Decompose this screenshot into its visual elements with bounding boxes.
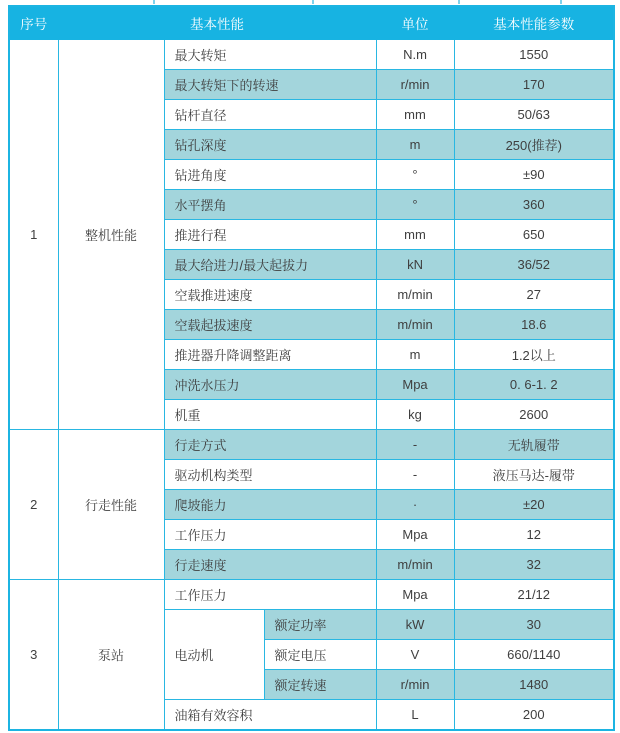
item-cell: 驱动机构类型 <box>164 460 376 490</box>
value-cell: 0. 6-1. 2 <box>454 370 614 400</box>
remnant-tick <box>560 0 562 4</box>
value-cell: 50/63 <box>454 100 614 130</box>
section-serial: 1 <box>9 40 58 430</box>
item-cell: 推进器升降调整距离 <box>164 340 376 370</box>
unit-cell: ° <box>376 190 454 220</box>
remnant-tick <box>458 0 460 4</box>
table-row <box>9 580 614 610</box>
unit-cell: mm <box>376 100 454 130</box>
header-param: 基本性能参数 <box>454 6 614 40</box>
unit-cell: r/min <box>376 70 454 100</box>
unit-cell: mm <box>376 220 454 250</box>
item-cell: 爬坡能力 <box>164 490 376 520</box>
section-serial: 2 <box>9 430 58 580</box>
value-cell: 30 <box>454 610 614 640</box>
item-cell: 最大转矩 <box>164 40 376 70</box>
unit-cell: m/min <box>376 310 454 340</box>
unit-cell: kN <box>376 250 454 280</box>
unit-cell: Mpa <box>376 370 454 400</box>
table-row <box>9 40 614 70</box>
value-cell: 液压马达-履带 <box>454 460 614 490</box>
unit-cell: Mpa <box>376 580 454 610</box>
item-cell: 油箱有效容积 <box>164 700 376 731</box>
value-cell: 36/52 <box>454 250 614 280</box>
spec-table <box>8 5 615 731</box>
item-cell: 工作压力 <box>164 580 376 610</box>
value-cell: 1480 <box>454 670 614 700</box>
section-category: 整机性能 <box>58 40 164 430</box>
item-cell: 最大转矩下的转速 <box>164 70 376 100</box>
unit-cell: kg <box>376 400 454 430</box>
item-cell: 推进行程 <box>164 220 376 250</box>
value-cell: 170 <box>454 70 614 100</box>
value-cell: 250(推荐) <box>454 130 614 160</box>
unit-cell: - <box>376 430 454 460</box>
value-cell: 200 <box>454 700 614 731</box>
remnant-tick <box>312 0 314 4</box>
unit-cell: V <box>376 640 454 670</box>
item-cell: 机重 <box>164 400 376 430</box>
value-cell: 27 <box>454 280 614 310</box>
item-cell: 冲洗水压力 <box>164 370 376 400</box>
header-row <box>9 6 614 40</box>
section-serial: 3 <box>9 580 58 731</box>
remnant-tick <box>153 0 155 4</box>
item-cell: 空载推进速度 <box>164 280 376 310</box>
unit-cell: L <box>376 700 454 731</box>
value-cell: 660/1140 <box>454 640 614 670</box>
unit-cell: Mpa <box>376 520 454 550</box>
section-category: 泵站 <box>58 580 164 731</box>
unit-cell: m <box>376 340 454 370</box>
value-cell: 1550 <box>454 40 614 70</box>
group-cell: 电动机 <box>164 610 264 700</box>
value-cell: 12 <box>454 520 614 550</box>
unit-cell: ° <box>376 160 454 190</box>
item-cell: 额定转速 <box>264 670 376 700</box>
value-cell: ±90 <box>454 160 614 190</box>
item-cell: 水平摆角 <box>164 190 376 220</box>
item-cell: 工作压力 <box>164 520 376 550</box>
header-unit: 单位 <box>376 6 454 40</box>
value-cell: 1.2以上 <box>454 340 614 370</box>
unit-cell: m/min <box>376 280 454 310</box>
item-cell: 钻杆直径 <box>164 100 376 130</box>
item-cell: 钻孔深度 <box>164 130 376 160</box>
value-cell: 2600 <box>454 400 614 430</box>
value-cell: 360 <box>454 190 614 220</box>
item-cell: 空载起拔速度 <box>164 310 376 340</box>
section-category: 行走性能 <box>58 430 164 580</box>
value-cell: 650 <box>454 220 614 250</box>
unit-cell: m/min <box>376 550 454 580</box>
item-cell: 钻进角度 <box>164 160 376 190</box>
header-serial: 序号 <box>9 6 58 40</box>
value-cell: 无轨履带 <box>454 430 614 460</box>
item-cell: 最大给进力/最大起拔力 <box>164 250 376 280</box>
value-cell: 32 <box>454 550 614 580</box>
value-cell: 21/12 <box>454 580 614 610</box>
value-cell: ±20 <box>454 490 614 520</box>
unit-cell: m <box>376 130 454 160</box>
unit-cell: · <box>376 490 454 520</box>
unit-cell: - <box>376 460 454 490</box>
item-cell: 行走方式 <box>164 430 376 460</box>
item-cell: 行走速度 <box>164 550 376 580</box>
table-row <box>9 430 614 460</box>
value-cell: 18.6 <box>454 310 614 340</box>
unit-cell: kW <box>376 610 454 640</box>
header-performance: 基本性能 <box>58 6 376 40</box>
unit-cell: r/min <box>376 670 454 700</box>
item-cell: 额定电压 <box>264 640 376 670</box>
unit-cell: N.m <box>376 40 454 70</box>
item-cell: 额定功率 <box>264 610 376 640</box>
